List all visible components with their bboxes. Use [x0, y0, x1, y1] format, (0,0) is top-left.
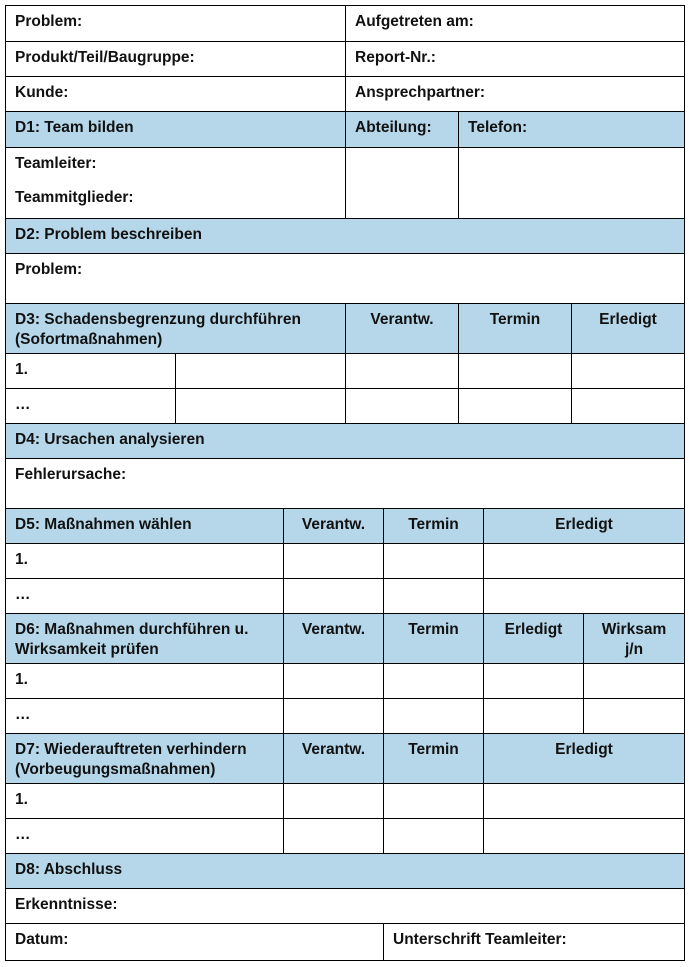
d4-cause-label: Fehlerursache:	[15, 466, 127, 483]
d6-row-1-responsible[interactable]	[283, 663, 384, 699]
report-no-field[interactable]	[345, 41, 685, 77]
d5-row-1-action[interactable]	[5, 543, 284, 579]
d1-department-label: Abteilung:	[355, 119, 432, 136]
d7-row-1-label: 1.	[15, 791, 28, 808]
d3-title-line1: D3: Schadensbegrenzung durchführen	[15, 311, 301, 328]
d8-date-label: Datum:	[15, 931, 69, 948]
d1-team-field[interactable]	[5, 147, 346, 219]
d1-department-field[interactable]	[345, 147, 459, 219]
d6-row-2-date[interactable]	[383, 698, 484, 734]
d6-col-done-label: Erledigt	[504, 621, 563, 638]
d5-col-done	[483, 508, 685, 544]
d7-row-1-done[interactable]	[483, 783, 685, 819]
d6-col-responsible	[283, 613, 384, 664]
d2-problem-field[interactable]	[5, 253, 685, 304]
d6-row-2-label: …	[15, 706, 31, 723]
d7-row-1-date[interactable]	[383, 783, 484, 819]
d5-title-text: D5: Maßnahmen wählen	[15, 516, 192, 533]
d3-col-date	[458, 303, 572, 354]
d8-signature-field[interactable]	[383, 923, 685, 961]
d3-row-1-number	[5, 353, 176, 389]
d2-title-text: D2: Problem beschreiben	[15, 226, 202, 243]
d6-title	[5, 613, 284, 664]
d5-row-2-responsible[interactable]	[283, 578, 384, 614]
d5-row-2-done[interactable]	[483, 578, 685, 614]
contact-field[interactable]	[345, 76, 685, 112]
d7-col-responsible-label: Verantw.	[301, 741, 366, 758]
d8-insights-label: Erkenntnisse:	[15, 896, 118, 913]
d8-signature-label: Unterschrift Teamleiter:	[393, 931, 567, 948]
d1-phone-header	[458, 111, 685, 148]
d2-problem-label: Problem:	[15, 261, 83, 278]
d5-col-date-label: Termin	[408, 516, 459, 533]
d7-col-responsible	[283, 733, 384, 784]
d3-row-2-date[interactable]	[458, 388, 572, 424]
d7-title-line1: D7: Wiederauftreten verhindern	[15, 741, 247, 758]
d3-title-line2: (Sofortmaßnahmen)	[15, 331, 163, 348]
d1-department-header	[345, 111, 459, 148]
customer-label: Kunde:	[15, 84, 69, 101]
d7-row-2-date[interactable]	[383, 818, 484, 854]
d6-col-date	[383, 613, 484, 664]
d6-row-2-responsible[interactable]	[283, 698, 384, 734]
problem-label: Problem:	[15, 13, 83, 30]
d7-col-date-label: Termin	[408, 741, 459, 758]
d7-row-1-responsible[interactable]	[283, 783, 384, 819]
d5-col-date	[383, 508, 484, 544]
d6-row-2-action[interactable]	[5, 698, 284, 734]
d7-row-2-done[interactable]	[483, 818, 685, 854]
d7-title-line2: (Vorbeugungsmaßnahmen)	[15, 761, 216, 778]
d6-col-date-label: Termin	[408, 621, 459, 638]
d6-row-1-action[interactable]	[5, 663, 284, 699]
d6-col-responsible-label: Verantw.	[301, 621, 366, 638]
d7-row-2-label: …	[15, 826, 31, 843]
d2-title	[5, 218, 685, 254]
team-members-label: Teammitglieder:	[15, 189, 134, 206]
d6-row-2-effective[interactable]	[583, 698, 685, 734]
d8-title-text: D8: Abschluss	[15, 861, 123, 878]
d3-row-1-responsible[interactable]	[345, 353, 459, 389]
d5-row-1-done[interactable]	[483, 543, 685, 579]
d6-row-2-done[interactable]	[483, 698, 584, 734]
d6-col-effective-line1: Wirksam	[601, 621, 667, 638]
d6-col-effective	[583, 613, 685, 664]
d3-col-responsible-label: Verantw.	[370, 311, 434, 328]
d3-col-done	[571, 303, 685, 354]
d5-row-1-responsible[interactable]	[283, 543, 384, 579]
d5-col-done-label: Erledigt	[555, 516, 613, 533]
d7-row-1-action[interactable]	[5, 783, 284, 819]
problem-field[interactable]	[5, 5, 346, 42]
d4-title-text: D4: Ursachen analysieren	[15, 431, 205, 448]
d3-col-responsible	[345, 303, 459, 354]
d6-row-1-label: 1.	[15, 671, 28, 688]
d7-title	[5, 733, 284, 784]
d6-title-line1: D6: Maßnahmen durchführen u.	[15, 621, 249, 638]
d3-col-done-label: Erledigt	[599, 311, 657, 328]
d3-row-2-label: …	[15, 396, 31, 413]
d1-title	[5, 111, 346, 148]
d4-cause-field[interactable]	[5, 458, 685, 509]
d5-col-responsible-label: Verantw.	[301, 516, 366, 533]
d6-row-1-effective[interactable]	[583, 663, 685, 699]
d5-title	[5, 508, 284, 544]
d8-date-field[interactable]	[5, 923, 384, 961]
customer-field[interactable]	[5, 76, 346, 112]
report-no-label: Report-Nr.:	[355, 49, 436, 66]
d6-col-done	[483, 613, 584, 664]
d3-row-1-action[interactable]	[175, 353, 346, 389]
occurred-on-field[interactable]	[345, 5, 685, 42]
d3-row-2-responsible[interactable]	[345, 388, 459, 424]
d5-row-1-date[interactable]	[383, 543, 484, 579]
d6-row-1-done[interactable]	[483, 663, 584, 699]
d5-row-2-action[interactable]	[5, 578, 284, 614]
d5-row-2-date[interactable]	[383, 578, 484, 614]
d8-insights-field[interactable]	[5, 888, 685, 924]
contact-label: Ansprechpartner:	[355, 84, 486, 101]
d4-title	[5, 423, 685, 459]
d3-col-date-label: Termin	[489, 311, 541, 328]
team-lead-label: Teamleiter:	[15, 155, 97, 172]
d3-title	[5, 303, 346, 354]
d1-title-text: D1: Team bilden	[15, 119, 134, 136]
d3-row-1-label: 1.	[15, 361, 28, 378]
d7-col-date	[383, 733, 484, 784]
d7-col-done-label: Erledigt	[555, 741, 613, 758]
d5-col-responsible	[283, 508, 384, 544]
d1-phone-field[interactable]	[458, 147, 685, 219]
product-field[interactable]	[5, 41, 346, 77]
d1-phone-label: Telefon:	[468, 119, 528, 136]
d5-row-1-label: 1.	[15, 551, 28, 568]
d8-title	[5, 853, 685, 889]
8d-report-form	[5, 5, 685, 961]
d6-row-1-date[interactable]	[383, 663, 484, 699]
d7-row-2-action[interactable]	[5, 818, 284, 854]
d7-row-2-responsible[interactable]	[283, 818, 384, 854]
d3-row-2-done[interactable]	[571, 388, 685, 424]
occurred-on-label: Aufgetreten am:	[355, 13, 474, 30]
d3-row-2-action[interactable]	[175, 388, 346, 424]
d7-col-done	[483, 733, 685, 784]
d5-row-2-label: …	[15, 586, 31, 603]
d3-row-2-number	[5, 388, 176, 424]
d6-col-effective-line2: j/n	[624, 641, 644, 658]
product-label: Produkt/Teil/Baugruppe:	[15, 49, 195, 66]
d6-title-line2: Wirksamkeit prüfen	[15, 641, 159, 658]
d3-row-1-done[interactable]	[571, 353, 685, 389]
d3-row-1-date[interactable]	[458, 353, 572, 389]
